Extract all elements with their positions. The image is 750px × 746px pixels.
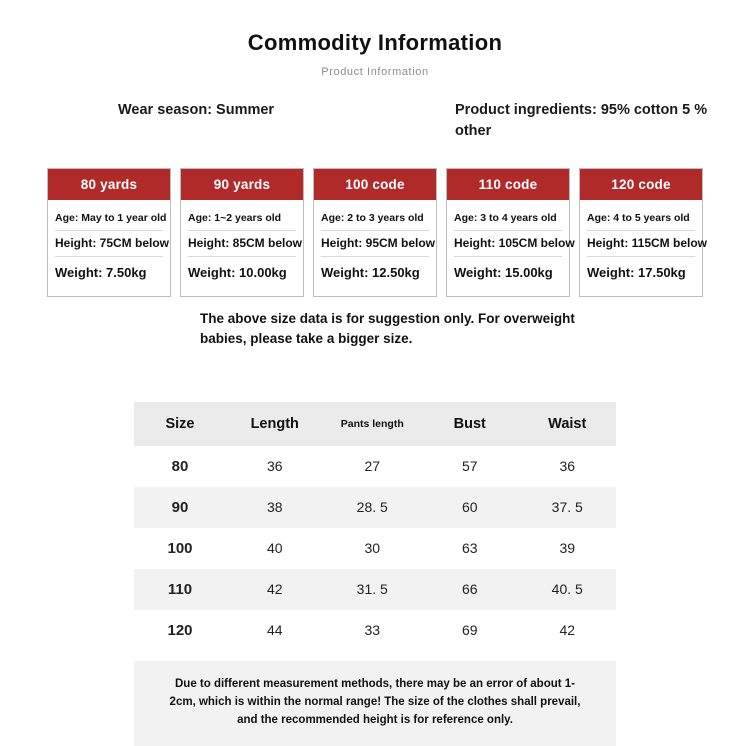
product-info-row xyxy=(0,100,750,142)
size-card-age: Age: 2 to 3 years old xyxy=(321,207,429,231)
product-ingredients-text: Product ingredients: 95% cotton 5 % other xyxy=(455,102,708,140)
cell-length: 42 xyxy=(226,569,324,610)
size-card xyxy=(180,168,304,297)
size-card-body xyxy=(447,200,575,296)
size-card-weight: Weight: 7.50kg xyxy=(55,265,147,281)
size-card-weight: Weight: 12.50kg xyxy=(321,265,420,281)
size-card-height: Height: 95CM below xyxy=(321,231,429,257)
cell-bust: 57 xyxy=(461,458,478,475)
cell-bust: 66 xyxy=(421,569,519,610)
size-card-age: Age: May to 1 year old xyxy=(55,207,163,231)
size-card xyxy=(47,168,171,297)
size-card xyxy=(579,168,708,297)
cell-pants-length: 30 xyxy=(364,540,381,557)
cell-length: 44 xyxy=(266,622,283,639)
table-header-size: Size xyxy=(134,402,226,446)
size-card-list xyxy=(0,168,750,297)
cell-size: 100 xyxy=(167,539,193,557)
size-card xyxy=(313,168,437,297)
wear-season-text: Wear season: Summer xyxy=(118,102,275,118)
cell-length: 40 xyxy=(266,540,283,557)
table-row xyxy=(134,528,616,569)
table-header-pants-length: Pants length xyxy=(324,402,422,446)
table-header-length: Length xyxy=(226,402,324,446)
page-title: Commodity Information xyxy=(247,30,503,55)
cell-waist: 36 xyxy=(559,458,576,475)
cell-waist: 39 xyxy=(559,540,576,557)
page-header xyxy=(0,0,750,78)
size-card-height: Height: 75CM below xyxy=(55,231,163,257)
size-card-title: 120 code xyxy=(580,169,702,200)
measurement-table-wrap xyxy=(134,402,616,651)
size-card-title: 110 code xyxy=(447,169,569,200)
size-card-weight: Weight: 17.50kg xyxy=(587,265,686,281)
size-card-body xyxy=(580,200,708,296)
size-card-height: Height: 105CM below xyxy=(454,231,562,257)
cell-bust: 63 xyxy=(461,540,478,557)
table-header-waist: Waist xyxy=(519,402,617,446)
cell-pants-length: 31. 5 xyxy=(324,569,422,610)
size-card xyxy=(446,168,575,297)
size-card-height: Height: 85CM below xyxy=(188,231,296,257)
measurement-table xyxy=(134,402,616,651)
cell-size: 110 xyxy=(134,569,226,610)
table-header-row xyxy=(134,402,616,446)
cell-size: 90 xyxy=(134,487,226,528)
cell-waist: 40. 5 xyxy=(519,569,617,610)
cell-bust: 69 xyxy=(461,622,478,639)
page-subtitle: Product Information xyxy=(321,66,429,78)
cell-length: 36 xyxy=(266,458,283,475)
table-row xyxy=(134,446,616,487)
cell-bust: 60 xyxy=(421,487,519,528)
size-card-body xyxy=(314,200,436,296)
cell-waist: 37. 5 xyxy=(519,487,617,528)
size-card-weight: Weight: 15.00kg xyxy=(454,265,553,281)
measurement-footnote: Due to different measurement methods, there may be an error of about 1-2cm, which is within the normal range! The size of the clothes shall prevail, and the recommended height is for reference only. xyxy=(134,661,616,746)
table-row xyxy=(134,610,616,651)
size-card-body xyxy=(48,200,170,296)
size-card-weight: Weight: 10.00kg xyxy=(188,265,287,281)
size-card-age: Age: 4 to 5 years old xyxy=(587,207,695,231)
table-row xyxy=(134,569,616,610)
size-card-body xyxy=(181,200,303,296)
size-card-age: Age: 1~2 years old xyxy=(188,207,296,231)
cell-size: 80 xyxy=(171,457,189,475)
size-card-height: Height: 115CM below xyxy=(587,231,695,257)
cell-waist: 42 xyxy=(559,622,576,639)
cell-pants-length: 33 xyxy=(364,622,381,639)
size-card-title: 80 yards xyxy=(48,169,170,200)
table-row xyxy=(134,487,616,528)
cell-pants-length: 28. 5 xyxy=(324,487,422,528)
size-card-title: 100 code xyxy=(314,169,436,200)
cell-pants-length: 27 xyxy=(364,458,381,475)
cell-size: 120 xyxy=(167,621,193,639)
cell-length: 38 xyxy=(226,487,324,528)
size-note: The above size data is for suggestion only. For overweight babies, please take a bigger size. xyxy=(200,311,575,347)
size-note-wrap xyxy=(0,309,750,350)
size-card-title: 90 yards xyxy=(181,169,303,200)
size-card-age: Age: 3 to 4 years old xyxy=(454,207,562,231)
table-header-bust: Bust xyxy=(421,402,519,446)
